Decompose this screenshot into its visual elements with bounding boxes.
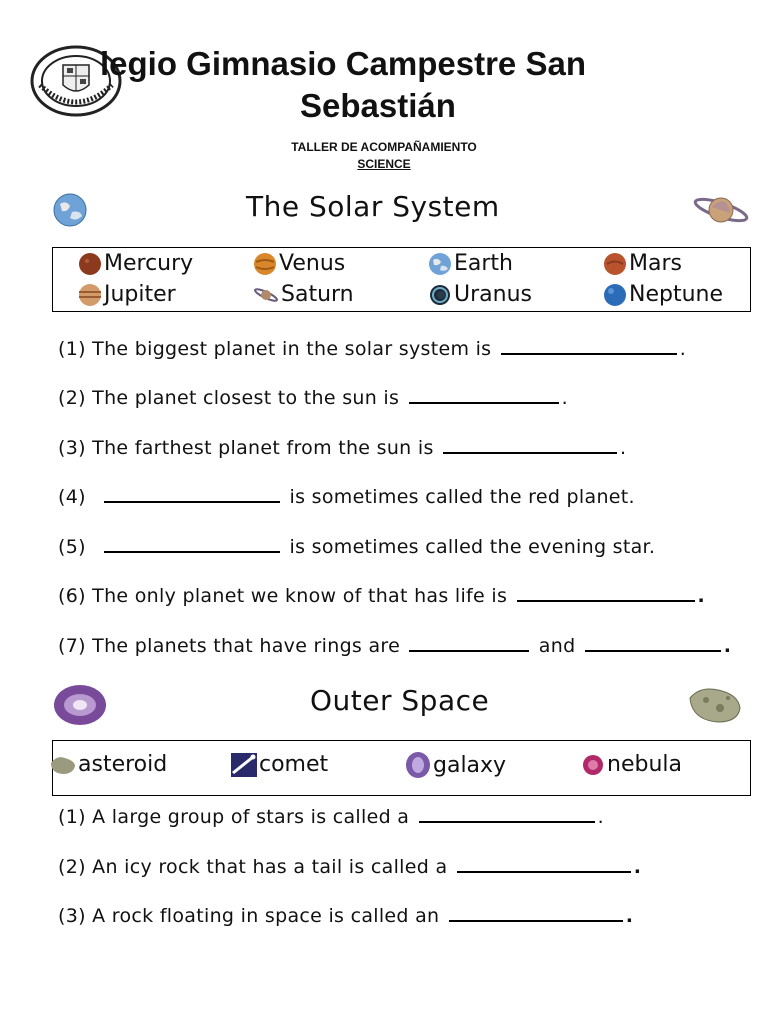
question-row — [58, 634, 731, 657]
question-end: is sometimes called the evening star. — [289, 536, 656, 558]
question-text: The biggest planet in the solar system is — [92, 338, 492, 360]
outer-space-word-bank — [52, 740, 751, 796]
question-row — [58, 584, 705, 607]
word-bank-item-nebula — [581, 752, 682, 777]
question-end: . — [723, 635, 732, 657]
question-end: . — [697, 585, 706, 607]
nebula-icon — [581, 753, 605, 777]
word-bank-item-neptune — [603, 282, 723, 307]
word-bank-label: Mars — [629, 251, 682, 276]
question-end: is sometimes called the red planet. — [289, 486, 635, 508]
word-bank-label: Uranus — [454, 282, 532, 307]
saturn-decoration-icon — [693, 188, 749, 236]
question-number: (3) — [58, 437, 86, 459]
subject-label: SCIENCE — [357, 157, 411, 171]
question-number: (2) — [58, 387, 86, 409]
word-bank-label: Neptune — [629, 282, 724, 307]
question-text: A large group of stars is called a — [92, 806, 410, 828]
solar-system-word-bank — [52, 247, 751, 312]
question-end: . — [625, 905, 634, 927]
neptune-icon — [603, 283, 627, 307]
question-text: The planet closest to the sun is — [92, 387, 400, 409]
word-bank-label: comet — [259, 752, 329, 777]
question-text: The only planet we know of that has life is — [92, 585, 508, 607]
question-text: The planets that have rings are — [92, 635, 401, 657]
answer-blank[interactable] — [501, 337, 677, 355]
jupiter-icon — [78, 283, 102, 307]
answer-blank[interactable] — [443, 436, 617, 454]
worksheet-subtitle: TALLER DE ACOMPAÑAMIENTO — [291, 140, 477, 154]
earth-icon — [428, 252, 452, 276]
answer-blank[interactable] — [449, 904, 623, 922]
answer-blank[interactable] — [409, 634, 529, 652]
word-bank-label: Earth — [454, 251, 513, 276]
question-end: . — [679, 338, 687, 360]
question-end: . — [620, 437, 627, 459]
question-text: An icy rock that has a tail is called a — [92, 856, 448, 878]
word-bank-item-earth — [428, 251, 513, 276]
question-number: (1) — [58, 338, 86, 360]
word-bank-label: Jupiter — [104, 282, 176, 307]
word-bank-label: Mercury — [104, 251, 194, 276]
word-bank-label: asteroid — [78, 752, 168, 777]
mars-icon — [603, 252, 627, 276]
word-bank-label: nebula — [607, 752, 682, 777]
question-end: . — [561, 387, 568, 409]
word-bank-item-saturn — [253, 282, 354, 307]
question-row — [58, 386, 568, 409]
word-bank-item-galaxy — [405, 751, 506, 779]
question-number: (1) — [58, 806, 86, 828]
mercury-icon — [78, 252, 102, 276]
venus-icon — [253, 252, 277, 276]
question-number: (4) — [58, 486, 86, 508]
answer-blank[interactable] — [517, 584, 695, 602]
question-row — [58, 337, 686, 360]
uranus-icon — [428, 283, 452, 307]
question-number: (6) — [58, 585, 86, 607]
word-bank-label: galaxy — [433, 752, 507, 778]
word-bank-item-mars — [603, 251, 682, 276]
school-name-line1: legio Gimnasio Campestre San — [100, 45, 586, 82]
saturn-icon — [253, 283, 279, 307]
question-number: (5) — [58, 536, 86, 558]
word-bank-item-uranus — [428, 282, 532, 307]
question-text: A rock floating in space is called an — [92, 905, 440, 927]
question-end: . — [597, 806, 604, 828]
question-end: . — [633, 856, 642, 878]
question-row — [58, 904, 633, 927]
outer-space-title: Outer Space — [310, 684, 490, 717]
question-number: (7) — [58, 635, 86, 657]
answer-blank[interactable] — [457, 855, 631, 873]
word-bank-label: Venus — [279, 251, 346, 276]
question-row — [58, 535, 655, 558]
question-row — [58, 805, 604, 828]
galaxy-decoration-icon — [52, 683, 108, 731]
answer-blank[interactable] — [409, 386, 559, 404]
school-name-line2: Sebastián — [300, 87, 456, 124]
answer-blank[interactable] — [104, 535, 280, 553]
question-connector: and — [538, 635, 576, 657]
word-bank-item-venus — [253, 251, 345, 276]
word-bank-item-mercury — [78, 251, 193, 276]
earth-globe-icon — [52, 192, 88, 232]
comet-icon — [231, 753, 257, 777]
galaxy-icon — [405, 751, 431, 779]
word-bank-item-jupiter — [78, 282, 176, 307]
word-bank-label: Saturn — [281, 282, 354, 307]
question-row — [58, 436, 626, 459]
asteroid-icon — [50, 755, 76, 775]
question-text: The farthest planet from the sun is — [92, 437, 434, 459]
question-row — [58, 855, 641, 878]
question-number: (2) — [58, 856, 86, 878]
answer-blank[interactable] — [104, 485, 280, 503]
asteroid-decoration-icon — [686, 684, 742, 728]
solar-system-title: The Solar System — [246, 190, 500, 223]
answer-blank[interactable] — [585, 634, 721, 652]
word-bank-item-asteroid — [50, 752, 167, 777]
question-row — [58, 485, 635, 508]
answer-blank[interactable] — [419, 805, 595, 823]
word-bank-item-comet — [231, 752, 328, 777]
question-number: (3) — [58, 905, 86, 927]
